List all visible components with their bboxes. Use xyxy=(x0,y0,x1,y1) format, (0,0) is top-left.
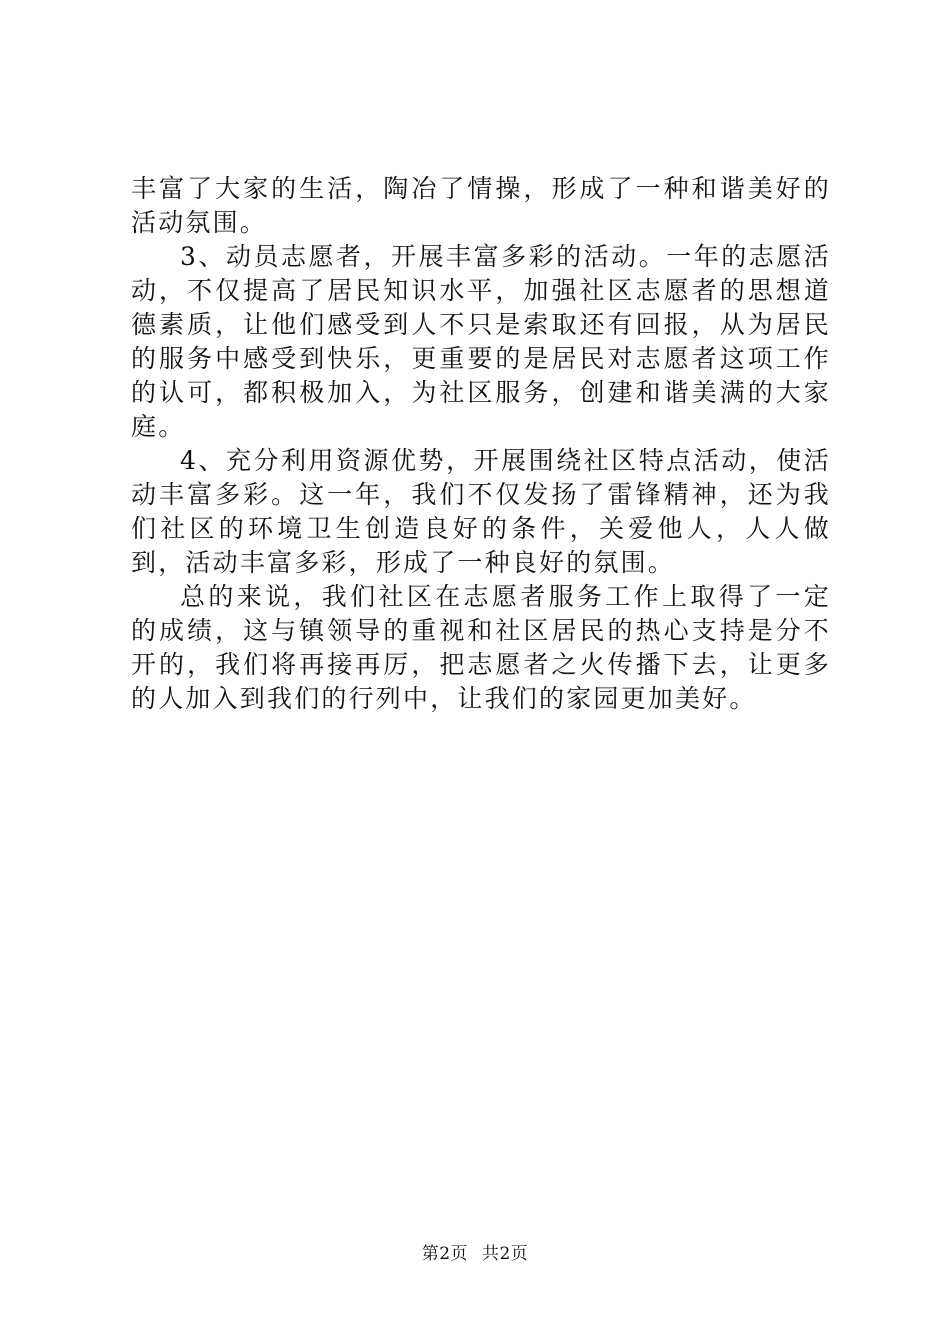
page-number-total: 共2页 xyxy=(481,1244,529,1264)
paragraph-item-3: 3、动员志愿者，开展丰富多彩的活动。一年的志愿活动，不仅提高了居民知识水平，加强社区志愿者的思想道德素质，让他们感受到人不只是索取还有回报，从为居民的服务中感受到快乐，更重要的是居民对志愿者这项工作的认可，都积极加入，为社区服务，创建和谐美满的大家庭。 xyxy=(131,242,831,441)
document-body xyxy=(131,172,831,716)
paragraph-item-4: 4、充分利用资源优势，开展围绕社区特点活动，使活动丰富多彩。这一年，我们不仅发扬了雷锋精神，还为我们社区的环境卫生创造良好的条件，关爱他人，人人做到，活动丰富多彩，形成了一种良好的氛围。 xyxy=(131,446,831,577)
paragraph-continuation: 丰富了大家的生活，陶冶了情操，形成了一种和谐美好的活动氛围。 xyxy=(131,174,831,237)
page-footer xyxy=(0,1242,950,1266)
page-number-current: 第2页 xyxy=(421,1244,469,1264)
paragraph-summary: 总的来说，我们社区在志愿者服务工作上取得了一定的成绩，这与镇领导的重视和社区居民的热心支持是分不开的，我们将再接再厉，把志愿者之火传播下去，让更多的人加入到我们的行列中，让我们的家园更加美好。 xyxy=(131,582,831,713)
